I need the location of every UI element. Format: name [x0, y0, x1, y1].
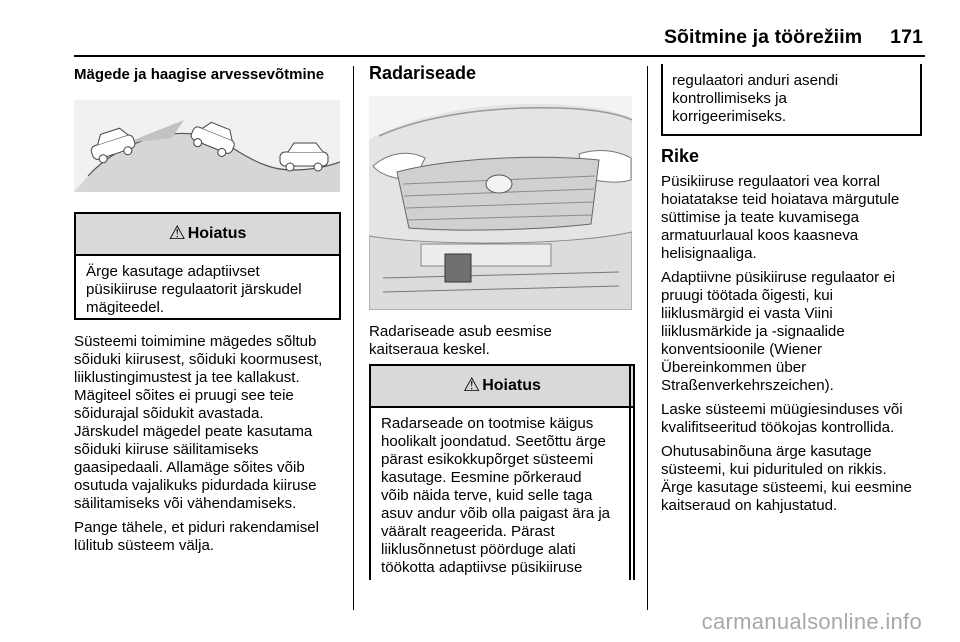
continued-warning-box [661, 64, 922, 136]
warning-line: kasutage. Eesmine põrkeraud [381, 469, 582, 486]
page-number: 171 [890, 26, 923, 48]
text-line: süttimise ja teate kuvamisega [661, 209, 859, 226]
warning-line: mägiteedel. [86, 299, 165, 316]
warning-box-cut [360, 580, 640, 642]
text-line: kaitseraud on kahjustatud. [661, 497, 838, 514]
warning-body [371, 408, 633, 577]
text-line: Straßenverkehrszeichen). [661, 377, 834, 394]
paragraph-safety [661, 443, 929, 515]
warning-header [76, 214, 339, 256]
paragraph-service [661, 401, 929, 437]
text-line: Püsikiiruse regulaatori vea korral [661, 173, 880, 190]
watermark: carmanualsonline.info [701, 609, 922, 634]
header-rule [74, 55, 925, 57]
paragraph-traffic-signs [661, 269, 929, 395]
brand-emblem [486, 175, 512, 193]
text-line: helisignaaliga. [661, 245, 757, 262]
text-line: kaitseraua keskel. [369, 341, 490, 358]
text-line: hoiatatakse teid hoiatava märgutule [661, 191, 900, 208]
text-line: kvalifitseeritud töökojas kontrollida. [661, 419, 895, 436]
warning-line: vääralt reageerida. Pärast [381, 523, 555, 540]
section-heading-hills: Mägede ja haagise arvessevõtmine [74, 66, 325, 83]
warning-line: Ärge kasutage adaptiivset [86, 263, 260, 280]
text-line: Järskudel mägedel peate kasutama [74, 423, 313, 440]
hills-illustration [74, 100, 340, 192]
warning-line: kontrollimiseks ja [672, 90, 787, 107]
warning-body [663, 64, 920, 126]
radar-sensor [445, 254, 471, 282]
text-line: säilitamiseks või vähendamiseks. [74, 495, 297, 512]
text-line: Laske süsteemi müügiesinduses või [661, 401, 903, 418]
warning-icon: ⚠ [463, 374, 481, 396]
text-line: lülitub süsteem välja. [74, 537, 215, 554]
text-line: süsteemi, kui pidurituled on rikkis. [661, 461, 887, 478]
radar-caption [369, 323, 631, 359]
text-line: Mägiteel sõites ei pruugi see teie [74, 387, 294, 404]
text-line: sõidurajal sõidukit avastada. [74, 405, 264, 422]
warning-box-right-edge [629, 364, 631, 580]
warning-icon: ⚠ [168, 222, 186, 244]
warning-line: töökotta adaptiivse püsikiiruse [381, 559, 583, 576]
page-header [664, 26, 923, 49]
warning-line: püsikiiruse regulaatorit järskudel [86, 281, 302, 298]
warning-header [371, 366, 633, 408]
text-line: sõiduki kiiruse säilitamiseks [74, 441, 259, 458]
warning-box-left-edge [369, 364, 371, 580]
text-line: osutuda vajalikuks pidurdada kiiruse [74, 477, 317, 494]
column-divider-left [353, 66, 354, 610]
text-line: liiklustingimustest ja tee kallakust. [74, 369, 300, 386]
text-line: Süsteemi toimimine mägedes sõltub [74, 333, 317, 350]
header-title: Sõitmine ja töörežiim [663, 26, 863, 48]
warning-line: hoolikalt joondatud. Seetõttu ärge [381, 433, 606, 450]
text-line: armatuurlaual koos kaasneva [661, 227, 859, 244]
paragraph-fault-warning [661, 173, 929, 263]
warning-line: liiklusõnnetust pöörduge alati [381, 541, 576, 558]
license-plate-area [421, 244, 551, 266]
warning-line: regulaatori anduri asendi [672, 72, 839, 89]
warning-line: võib näida terve, kuid selle taga [381, 487, 593, 504]
text-line: Adaptiivne püsikiiruse regulaator ei [661, 269, 896, 286]
paragraph-brake [74, 519, 346, 555]
warning-line: pärast esikokkupõrget süsteemi [381, 451, 594, 468]
text-line: liiklusmärgid ei vasta Viini [661, 305, 833, 322]
right-column [661, 147, 929, 521]
column-divider-right [647, 66, 648, 610]
warning-title: Hoiatus [482, 377, 541, 394]
text-line: Radariseade asub eesmise [369, 323, 552, 340]
text-line: Ohutusabinõuna ärge kasutage [661, 443, 872, 460]
text-line: gaasipedaali. Allamäge sõites võib [74, 459, 305, 476]
paragraph-hills [74, 333, 346, 513]
middle-heading-wrap [369, 64, 631, 82]
section-heading-fault: Rike [661, 146, 700, 166]
warning-box-hills [74, 212, 341, 320]
radar-car-front-illustration [369, 96, 632, 310]
text-line: Pange tähele, et piduri rakendamisel [74, 519, 320, 536]
text-line: Übereinkommen über [661, 359, 807, 376]
left-column [74, 66, 342, 84]
warning-line: Radarseade on tootmise käigus [381, 415, 594, 432]
text-line: sõiduki kiirusest, sõiduki koormusest, [74, 351, 323, 368]
warning-body [76, 256, 339, 317]
text-line: konventsioonile (Wiener [661, 341, 823, 358]
left-paragraphs [74, 333, 346, 561]
warning-line: korrigeerimiseks. [672, 108, 787, 125]
text-line: Ärge kasutage süsteemi, kui eesmine [661, 479, 912, 496]
text-line: pruugi töötada õigesti, kui [661, 287, 834, 304]
section-heading-radar: Radariseade [369, 63, 477, 83]
warning-line: asuv andur võib olla paigast ära ja [381, 505, 611, 522]
text-line: liiklusmärkide ja -signaalide [661, 323, 845, 340]
warning-title: Hoiatus [187, 225, 247, 242]
